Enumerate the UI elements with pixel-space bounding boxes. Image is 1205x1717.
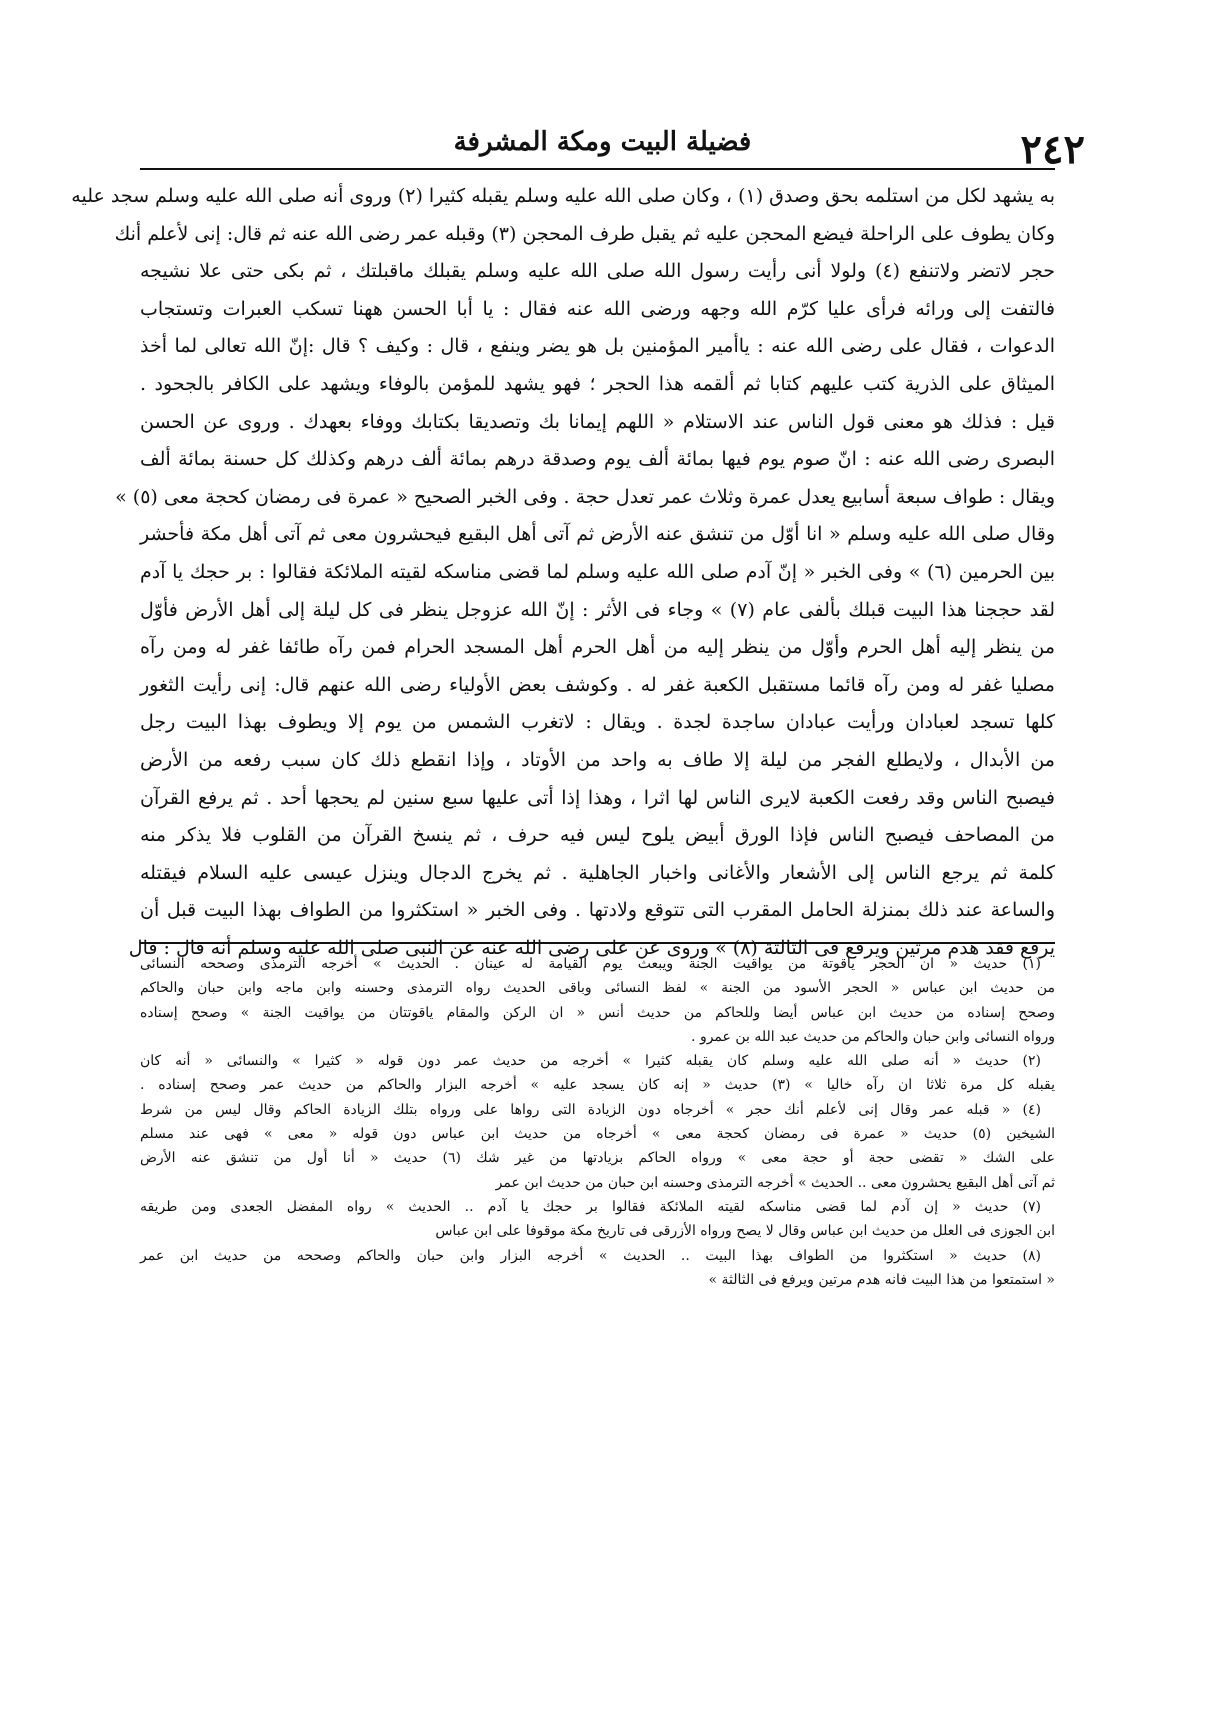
text-line: لقد حججنا هذا البيت قبلك بألفى عام (٧) » وجاء فى الأثر : إنّ الله عزوجل ينظر فى كل ليلة إلى أهل الأرض فأوّل	[140, 598, 1055, 621]
main-text	[71, 178, 1056, 967]
footnote-line: (٤) « قبله عمر وقال إنى لأعلم أنك حجر » أخرجاه دون الزيادة التى رواها على ورواه بتلك الزيادة الحاكم وقال ليس من شرط	[140, 1101, 1041, 1118]
page-number: ٢٤٢	[1020, 126, 1085, 173]
text-line: بين الحرمين (٦) » وفى الخبر « إنّ آدم صلى الله عليه وسلم لما قضى مناسكه لقيته الملائكة فقالوا : بر حجك يا آدم	[140, 560, 1056, 583]
text-line: مصليا غفر له ومن رآه قائما مستقبل الكعبة غفر له . وكوشف بعض الأولياء رضى الله عنهم قال: إنى رأيت الثغور	[140, 673, 1055, 696]
footnotes	[140, 952, 1055, 1292]
footnote-line: (١) حديث « ان الحجر ياقوتة من يواقيت الجنة ويبعث يوم القيامة له عينان . الحديث » أخرجه الترمذى وصححه النسائى	[140, 956, 1041, 972]
text-line: به يشهد لكل من استلمه بحق وصدق (١) ، وكان صلى الله عليه وسلم يقبله كثيرا (٢) وروى أنه صلى الله عليه وسلم سجد عليه	[71, 185, 1055, 207]
text-line: الميثاق على الذرية كتب عليهم كتابا ثم ألقمه هذا الحجر ؛ فهو يشهد للمؤمن بالوفاء ويشهد على الكافر بالجحود .	[140, 372, 1055, 395]
text-line: حجر لاتضر ولاتنفع (٤) ولولا أنى رأيت رسول الله صلى الله عليه وسلم يقبلك ماقبلتك ، ثم بكى حتى علا نشيجه	[140, 260, 1055, 283]
footnote-line: وصحح إسناده من حديث ابن عباس أيضا وللحاكم من حديث أنس « ان الركن والمقام ياقوتتان من يواقيت الجنة » وصحح إسناده	[140, 1004, 1055, 1021]
text-line: والساعة عند ذلك بمنزلة الحامل المقرب التى تتوقع ولادتها . وفى الخبر « استكثروا من الطواف بهذا البيت قبل أن	[140, 899, 1055, 922]
footnote-divider	[140, 942, 1055, 944]
footnote-line: من حديث ابن عباس « الحجر الأسود من الجنة » لفظ النسائى وباقى الحديث رواه الترمذى وحسنه وابن ماجه وابن حبان والحاكم	[140, 980, 1055, 997]
text-line: الدعوات ، فقال على رضى الله عنه : ياأمير المؤمنين بل هو يضر وينفع ، قال : وكيف ؟ قال :إنّ الله تعالى لما أخذ	[140, 335, 1055, 358]
text-line: وقال صلى الله عليه وسلم « انا أوّل من تنشق عنه الأرض ثم آتى أهل البقيع فيحشرون معى ثم آتى أهل مكة فأحشر	[140, 523, 1055, 546]
text-line: كلمة ثم يرجع الناس إلى الأشعار والأغانى واخبار الجاهلية . ثم يخرج الدجال وينزل عيسى عليه السلام فيقتله	[140, 861, 1055, 884]
footnote-line: ورواه النسائى وابن حبان والحاكم من حديث عبد الله بن عمرو .	[691, 1028, 1055, 1045]
footnote-line: (٧) حديث « إن آدم لما قضى مناسكه لقيته الملائكة فقالوا بر حجك يا آدم .. الحديث » رواه المفضل الجعدى ومن طريقه	[140, 1198, 1041, 1215]
footnote-line: (٢) حديث « أنه صلى الله عليه وسلم كان يقبله كثيرا » أخرجه من حديث عمر دون قوله « كثيرا » والنسائى « أنه كان	[140, 1053, 1041, 1070]
text-line: يرفع فقد هدم مرتين ويرفع فى الثالثة (٨) » وروى عن على رضى الله عنه عن النبى صلى الله عليه وسلم أنه قال : قال	[128, 936, 1055, 959]
footnote-line: يقبله كل مرة ثلاثا ان رآه خاليا » (٣) حديث « إنه كان يسجد عليه » أخرجه البزار والحاكم من حديث عمر وصحح إسناده .	[140, 1077, 1055, 1094]
text-line: وكان يطوف على الراحلة فيضع المحجن عليه ثم يقبل طرف المحجن (٣) وقبله عمر رضى الله عنه ثم قال: إنى لأعلم أنك	[114, 222, 1055, 245]
text-line: قيل : فذلك هو معنى قول الناس عند الاستلام « اللهم إيمانا بك وتصديقا بكتابك ووفاء بعهدك . وروى عن الحسن	[140, 410, 1055, 433]
text-line: فالتفت إلى ورائه فرأى عليا كرّم الله وجهه ورضى الله عنه فقال : يا أبا الحسن ههنا تسكب العبرات وتستجاب	[140, 297, 1055, 320]
footnote-line: ابن الجوزى فى العلل من حديث ابن عباس وقال لا يصح ورواه الأزرقى فى تاريخ مكة موقوفا على ابن عباس	[435, 1223, 1055, 1240]
page-title: فضيلة البيت ومكة المشرفة	[453, 127, 752, 157]
footnote-line: « استمتعوا من هذا البيت فانه هدم مرتين ويرفع فى الثالثة »	[708, 1271, 1055, 1288]
footnote-line: على الشك « تقضى حجة أو حجة معى » ورواه الحاكم بزيادتها من غير شك (٦) حديث « أنا أول من تنشق عنه الأرض	[140, 1150, 1055, 1167]
text-line: من المصاحف فيصبح الناس فإذا الورق أبيض يلوح ليس فيه حرف ، ثم ينسخ القرآن من القلوب فلا يذكر منه	[140, 824, 1055, 847]
text-line: من الأبدال ، ولايطلع الفجر من ليلة إلا طاف به واحد من الأوتاد ، وإذا انقطع ذلك كان سبب رفعه من الأرض	[140, 748, 1055, 771]
text-line: فيصبح الناس وقد رفعت الكعبة لايرى الناس لها اثرا ، وهذا إذا أتى عليها سبع سنين لم يحجها أحد . ثم يرفع القرآن	[140, 786, 1055, 809]
footnote-line: الشيخين (٥) حديث « عمرة فى رمضان كحجة معى » أخرجاه من حديث ابن عباس دون قوله « معى » فهى عند مسلم	[140, 1126, 1055, 1143]
text-line: البصرى رضى الله عنه : انّ صوم يوم فيها بمائة ألف يوم وصدقة درهم بمائة ألف درهم وكذلك كل حسنة بمائة ألف	[140, 448, 1055, 471]
page-header	[140, 118, 1085, 173]
footnote-line: (٨) حديث « استكثروا من الطواف بهذا البيت .. الحديث » أخرجه البزار وابن حبان والحاكم وصححه من حديث ابن عمر	[140, 1247, 1041, 1264]
text-line: ويقال : طواف سبعة أسابيع يعدل عمرة وثلاث عمر تعدل حجة . وفى الخبر الصحيح « عمرة فى رمضان كحجة معى (٥) »	[115, 485, 1055, 508]
text-line: من ينظر إليه أهل الحرم وأوّل من ينظر إليه من أهل الحرم أهل المسجد الحرام فمن رآه طائفا غفر له ومن رآه	[140, 636, 1055, 659]
text-line: كلها تسجد لعبادان ورأيت عبادان ساجدة لجدة . ويقال : لاتغرب الشمس من يوم إلا ويطوف بهذا البيت رجل	[140, 711, 1055, 734]
header-divider	[140, 168, 1055, 170]
footnote-line: ثم آتى أهل البقيع يحشرون معى .. الحديث » أخرجه الترمذى وحسنه ابن حبان من حديث ابن عمر	[495, 1174, 1055, 1191]
